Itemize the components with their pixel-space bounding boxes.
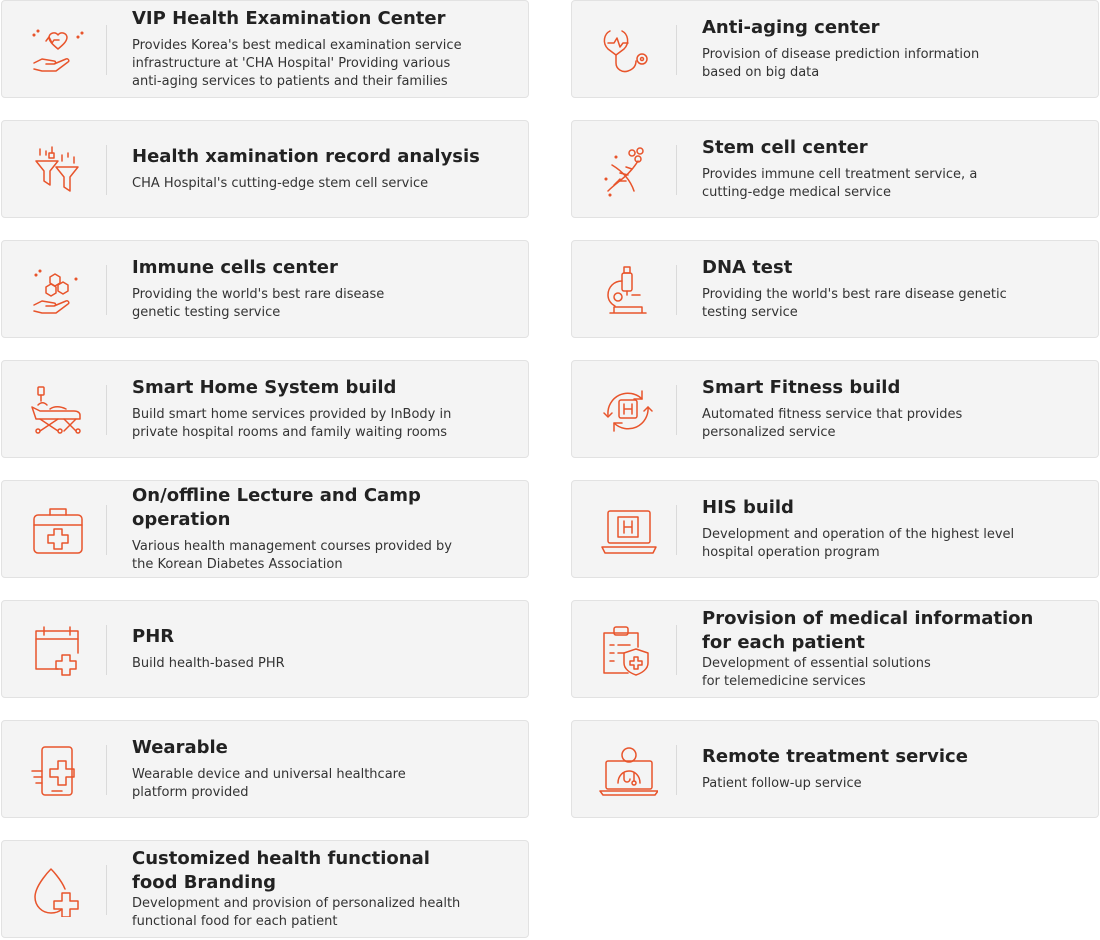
divider [676, 25, 677, 75]
hospital-bed-icon [28, 385, 88, 437]
service-card-wearable[interactable] [1, 720, 529, 818]
card-description: Provides Korea's best medical examination service infrastructure at 'CHA Hospital' Providing various anti-aging services to patients and their families [132, 38, 462, 89]
card-title: Customized health functional food Branding [132, 848, 430, 893]
hand-heart-icon [28, 25, 88, 77]
service-card-dna-test[interactable] [571, 240, 1099, 338]
divider [676, 745, 677, 795]
card-title: Anti-aging center [702, 17, 880, 38]
calendar-plus-icon [28, 625, 88, 677]
service-card-his-build[interactable] [571, 480, 1099, 578]
hospital-cycle-icon [598, 385, 658, 437]
card-title: Smart Home System build [132, 377, 397, 398]
card-description: Build smart home services provided by InBody in private hospital rooms and family waiting rooms [132, 407, 452, 440]
first-aid-kit-icon [28, 505, 88, 557]
clipboard-shield-icon [598, 625, 658, 677]
microscope-icon [598, 265, 658, 317]
card-title: Smart Fitness build [702, 377, 901, 398]
service-card-record-analysis[interactable] [1, 120, 529, 218]
card-title: Immune cells center [132, 257, 338, 278]
divider [106, 625, 107, 675]
card-description: Various health management courses provided by the Korean Diabetes Association [132, 539, 452, 572]
card-title: PHR [132, 626, 175, 647]
divider [106, 145, 107, 195]
divider [106, 505, 107, 555]
card-title: Stem cell center [702, 137, 868, 158]
card-description: Development and operation of the highest level hospital operation program [702, 527, 1015, 560]
card-description: Patient follow-up service [702, 776, 862, 791]
divider [106, 385, 107, 435]
stethoscope-icon [598, 25, 658, 77]
card-description: CHA Hospital's cutting-edge stem cell service [132, 176, 429, 191]
service-card-stem-cell[interactable] [571, 120, 1099, 218]
card-description: Provides immune cell treatment service, a cutting-edge medical service [702, 167, 978, 200]
card-description: Build health-based PHR [132, 656, 285, 671]
card-title: DNA test [702, 257, 793, 278]
card-description: Provision of disease prediction information based on big data [702, 47, 980, 80]
service-card-anti-aging[interactable] [571, 0, 1099, 98]
service-card-vip-health[interactable] [1, 0, 529, 98]
service-card-lecture-camp[interactable] [1, 480, 529, 578]
divider [676, 265, 677, 315]
card-description: Development of essential solutions for telemedicine services [702, 656, 931, 689]
phone-plus-icon [28, 745, 88, 797]
divider [106, 745, 107, 795]
card-description: Development and provision of personalized health functional food for each patient [132, 896, 461, 929]
hand-molecule-icon [28, 265, 88, 317]
divider [106, 25, 107, 75]
card-title: Health xamination record analysis [132, 146, 480, 167]
card-description: Providing the world's best rare disease genetic testing service [132, 287, 385, 320]
service-card-functional-food[interactable] [1, 840, 529, 938]
card-title: On/offline Lecture and Camp operation [132, 485, 421, 530]
drop-plus-icon [28, 865, 88, 917]
dna-icon [598, 145, 658, 197]
card-title: Provision of medical information for each patient [702, 608, 1034, 653]
service-card-smart-home[interactable] [1, 360, 529, 458]
divider [676, 145, 677, 195]
card-description: Providing the world's best rare disease genetic testing service [702, 287, 1007, 320]
service-card-phr[interactable] [1, 600, 529, 698]
card-title: HIS build [702, 497, 794, 518]
divider [676, 625, 677, 675]
service-card-smart-fitness[interactable] [571, 360, 1099, 458]
card-description: Automated fitness service that provides personalized service [702, 407, 963, 440]
service-card-medical-information[interactable] [571, 600, 1099, 698]
card-description: Wearable device and universal healthcare platform provided [132, 767, 406, 800]
divider [676, 385, 677, 435]
divider [676, 505, 677, 555]
service-card-remote-treatment[interactable] [571, 720, 1099, 818]
card-title: Remote treatment service [702, 746, 968, 767]
funnel-analysis-icon [28, 145, 88, 197]
divider [106, 265, 107, 315]
card-title: VIP Health Examination Center [132, 8, 446, 29]
divider [106, 865, 107, 915]
card-title: Wearable [132, 737, 228, 758]
doctor-laptop-icon [598, 745, 658, 797]
laptop-hospital-icon [598, 505, 658, 557]
service-card-immune-cells[interactable] [1, 240, 529, 338]
